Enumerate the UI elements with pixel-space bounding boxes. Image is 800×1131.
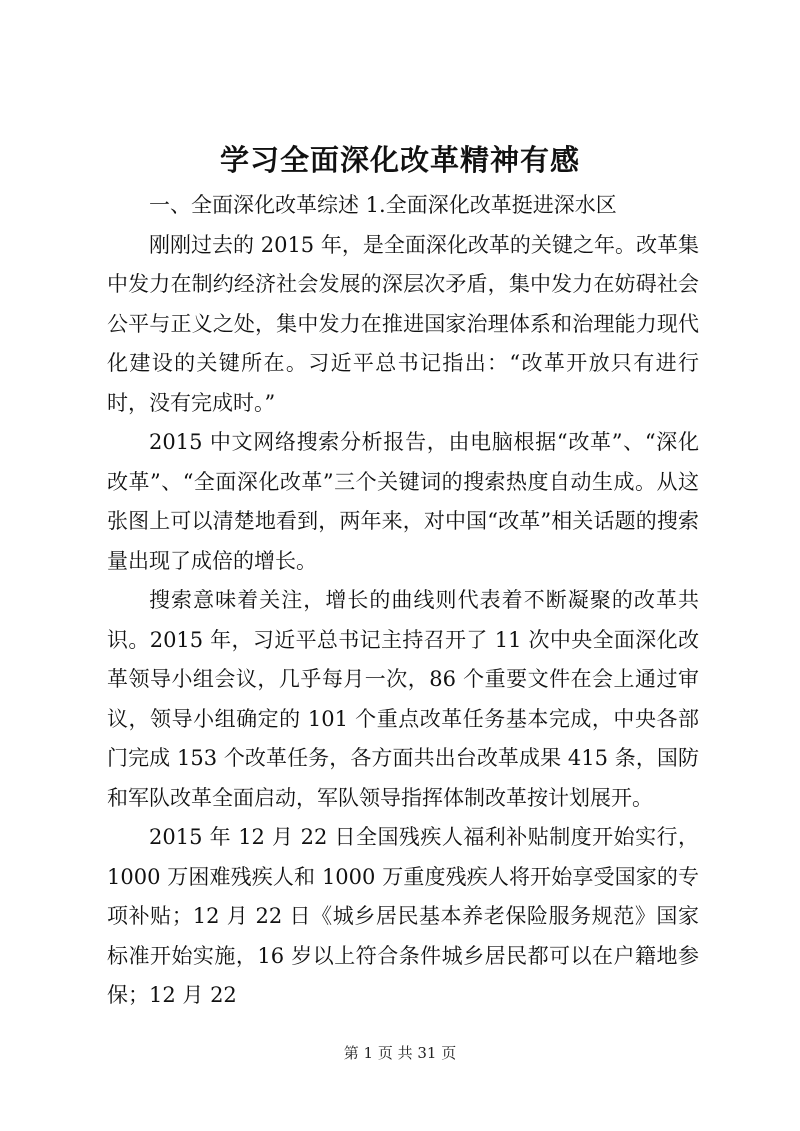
paragraph: 搜索意味着关注，增长的曲线则代表着不断凝聚的改革共识。2015 年，习近平总书记主持召开了 11 次中央全面深化改革领导小组会议，几乎每月一次，86 个重要文件在会上通过审议，领导小组确定的 101 个重点改革任务基本完成，中央各部门完成 153 个改革任务，各方面共出台改革成果 415 条，国防和军队改革全面启动，军队领导指挥体制改革按计划展开。 (107, 588, 699, 810)
paragraph: 2015 中文网络搜索分析报告，由电脑根据“改革”、“深化改革”、“全面深化改革”三个关键词的搜索热度自动生成。从这张图上可以清楚地看到，两年来，对中国“改革”相关话题的搜索量出现了成倍的增长。 (107, 430, 699, 573)
page-footer: 第 1 页 共 31 页 (343, 1044, 457, 1062)
paragraph-section-heading: 一、全面深化改革综述 1.全面深化改革挺进深水区 (149, 193, 617, 217)
document-title: 学习全面深化改革精神有感 (219, 143, 580, 177)
document-body (107, 186, 699, 1016)
paragraph: 2015 年 12 月 22 日全国残疾人福利补贴制度开始实行，1000 万困难残疾人和 1000 万重度残疾人将开始享受国家的专项补贴；12 月 22 日《城乡居民基本养老保险服务规范》国家标准开始实施，16 岁以上符合条件城乡居民都可以在户籍地参保；12 月 22 (107, 825, 699, 1007)
paragraph: 刚刚过去的 2015 年，是全面深化改革的关键之年。改革集中发力在制约经济社会发展的深层次矛盾，集中发力在妨碍社会公平与正义之处，集中发力在推进国家治理体系和治理能力现代化建设的关键所在。习近平总书记指出：“改革开放只有进行时，没有完成时。” (107, 232, 699, 415)
